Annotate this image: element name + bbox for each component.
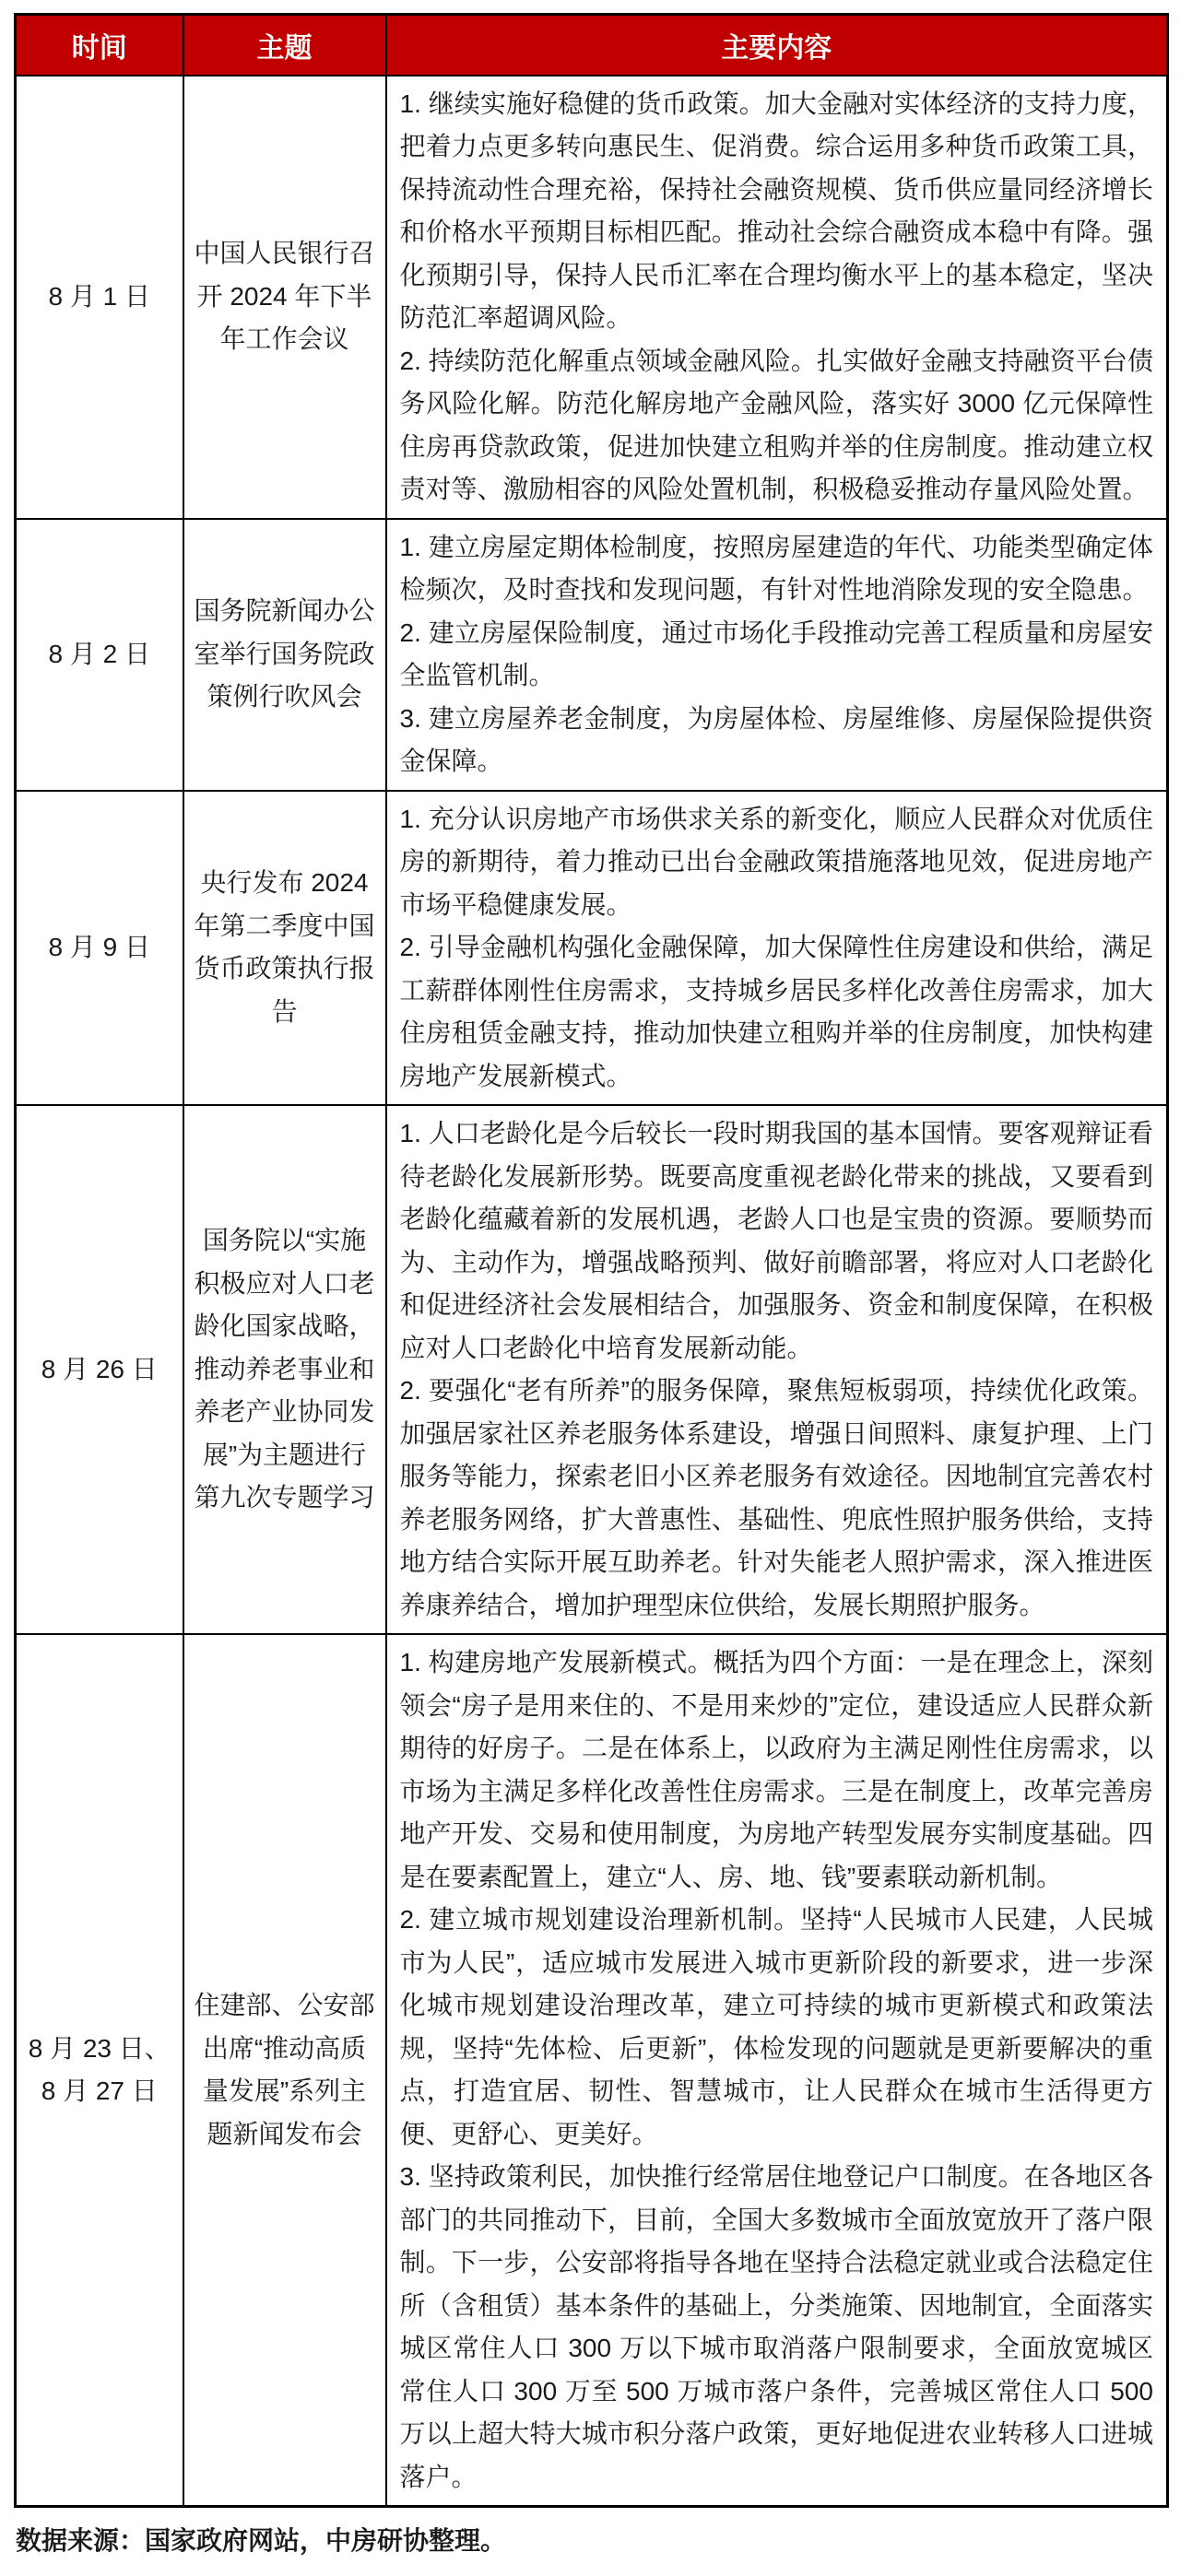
table-row xyxy=(16,76,1168,519)
date-cell: 8 月 2 日 xyxy=(16,519,183,791)
date-cell: 8 月 26 日 xyxy=(16,1105,183,1634)
topic-cell: 央行发布 2024 年第二季度中国货币政策执行报告 xyxy=(183,791,386,1106)
topic-cell: 国务院以“实施积极应对人口老龄化国家战略，推动养老事业和养老产业协同发展”为主题进行第九次专题学习 xyxy=(183,1105,386,1634)
content-item: 2. 要强化“老有所养”的服务保障，聚焦短板弱项，持续优化政策。加强居家社区养老服务体系建设，增强日间照料、康复护理、上门服务等能力，探索老旧小区养老服务有效途径。因地制宜完善农村养老服务网络，扩大普惠性、基础性、兜底性照护服务供给，支持地方结合实际开展互助养老。针对失能老人照护需求，深入推进医养康养结合，增加护理型床位供给，发展长期照护服务。 xyxy=(399,1376,1153,1619)
content-item: 1. 构建房地产发展新模式。概括为四个方面：一是在理念上，深刻领会“房子是用来住的、不是用来炒的”定位，建设适应人民群众新期待的好房子。二是在体系上，以政府为主满足刚性住房需求，以市场为主满足多样化改善性住房需求。三是在制度上，改革完善房地产开发、交易和使用制度，为房地产转型发展夯实制度基础。四是在要素配置上，建立“人、房、地、钱”要素联动新机制。 xyxy=(399,1648,1153,1891)
topic-cell: 中国人民银行召开 2024 年下半年工作会议 xyxy=(183,76,386,519)
content-item: 2. 引导金融机构强化金融保障，加大保障性住房建设和供给，满足工薪群体刚性住房需求，支持城乡居民多样化改善住房需求，加大住房租赁金融支持，推动加快建立租购并举的住房制度，加快构建房地产发展新模式。 xyxy=(399,933,1153,1090)
content-item: 2. 持续防范化解重点领域金融风险。扎实做好金融支持融资平台债务风险化解。防范化解房地产金融风险，落实好 3000 亿元保障性住房再贷款政策，促进加快建立租购并举的住房制度。推动建立权责对等、激励相容的风险处置机制，积极稳妥推动存量风险处置。 xyxy=(399,346,1153,503)
header-cell-topic: 主题 xyxy=(183,15,386,76)
content-item: 1. 人口老龄化是今后较长一段时期我国的基本国情。要客观辩证看待老龄化发展新形势。既要高度重视老龄化带来的挑战，又要看到老龄化蕴藏着新的发展机遇，老龄人口也是宝贵的资源。要顺势而为、主动作为，增强战略预判、做好前瞻部署，将应对人口老龄化和促进经济社会发展相结合，加强服务、资金和制度保障，在积极应对人口老龄化中培育发展新动能。 xyxy=(399,1119,1153,1362)
content-cell xyxy=(386,76,1168,519)
date-cell: 8 月 23 日、8 月 27 日 xyxy=(16,1634,183,2507)
content-item: 1. 充分认识房地产市场供求关系的新变化，顺应人民群众对优质住房的新期待，着力推动已出台金融政策措施落地见效，促进房地产市场平稳健康发展。 xyxy=(399,804,1153,919)
header-cell-content: 主要内容 xyxy=(386,15,1168,76)
data-source-note: 数据来源：国家政府网站，中房研协整理。 xyxy=(16,2526,507,2555)
content-cell xyxy=(386,1105,1168,1634)
content-item: 3. 坚持政策利民，加快推行经常居住地登记户口制度。在各地区各部门的共同推动下，目前，全国大多数城市全面放宽放开了落户限制。下一步，公安部将指导各地在坚持合法稳定就业或合法稳定住所（含租赁）基本条件的基础上，分类施策、因地制宜，全面落实城区常住人口 300 万以下城市取消落户限制要求，全面放宽城区常住人口 300 万至 500 万城市落户条件，完善城区常住人口 500 万以上超大特大城市积分落户政策，更好地促进农业转移人口进城落户。 xyxy=(399,2162,1153,2491)
table-row xyxy=(16,1634,1168,2507)
content-cell xyxy=(386,1634,1168,2507)
content-cell xyxy=(386,519,1168,791)
topic-cell: 国务院新闻办公室举行国务院政策例行吹风会 xyxy=(183,519,386,791)
table-row xyxy=(16,519,1168,791)
table-body xyxy=(16,76,1168,2507)
content-item: 2. 建立房屋保险制度，通过市场化手段推动完善工程质量和房屋安全监管机制。 xyxy=(399,618,1153,689)
date-cell: 8 月 9 日 xyxy=(16,791,183,1106)
table-row xyxy=(16,791,1168,1106)
header-cell-time: 时间 xyxy=(16,15,183,76)
content-item: 1. 继续实施好稳健的货币政策。加大金融对实体经济的支持力度，把着力点更多转向惠民生、促消费。综合运用多种货币政策工具，保持流动性合理充裕，保持社会融资规模、货币供应量同经济增长和价格水平预期目标相匹配。推动社会综合融资成本稳中有降。强化预期引导，保持人民币汇率在合理均衡水平上的基本稳定，坚决防范汇率超调风险。 xyxy=(399,88,1153,332)
content-item: 3. 建立房屋养老金制度，为房屋体检、房屋维修、房屋保险提供资金保障。 xyxy=(399,703,1153,775)
content-item: 2. 建立城市规划建设治理新机制。坚持“人民城市人民建，人民城市为人民”，适应城市发展进入城市更新阶段的新要求，进一步深化城市规划建设治理改革，建立可持续的城市更新模式和政策法规，坚持“先体检、后更新”，体检发现的问题就是更新要解决的重点，打造宜居、韧性、智慧城市，让人民群众在城市生活得更方便、更舒心、更美好。 xyxy=(399,1905,1153,2148)
topic-cell: 住建部、公安部出席“推动高质量发展”系列主题新闻发布会 xyxy=(183,1634,386,2507)
content-cell xyxy=(386,791,1168,1106)
policy-table xyxy=(14,13,1169,2508)
date-cell: 8 月 1 日 xyxy=(16,76,183,519)
content-item: 1. 建立房屋定期体检制度，按照房屋建造的年代、功能类型确定体检频次，及时查找和发现问题，有针对性地消除发现的安全隐患。 xyxy=(399,532,1153,604)
header-row xyxy=(16,15,1168,76)
table-row xyxy=(16,1105,1168,1634)
